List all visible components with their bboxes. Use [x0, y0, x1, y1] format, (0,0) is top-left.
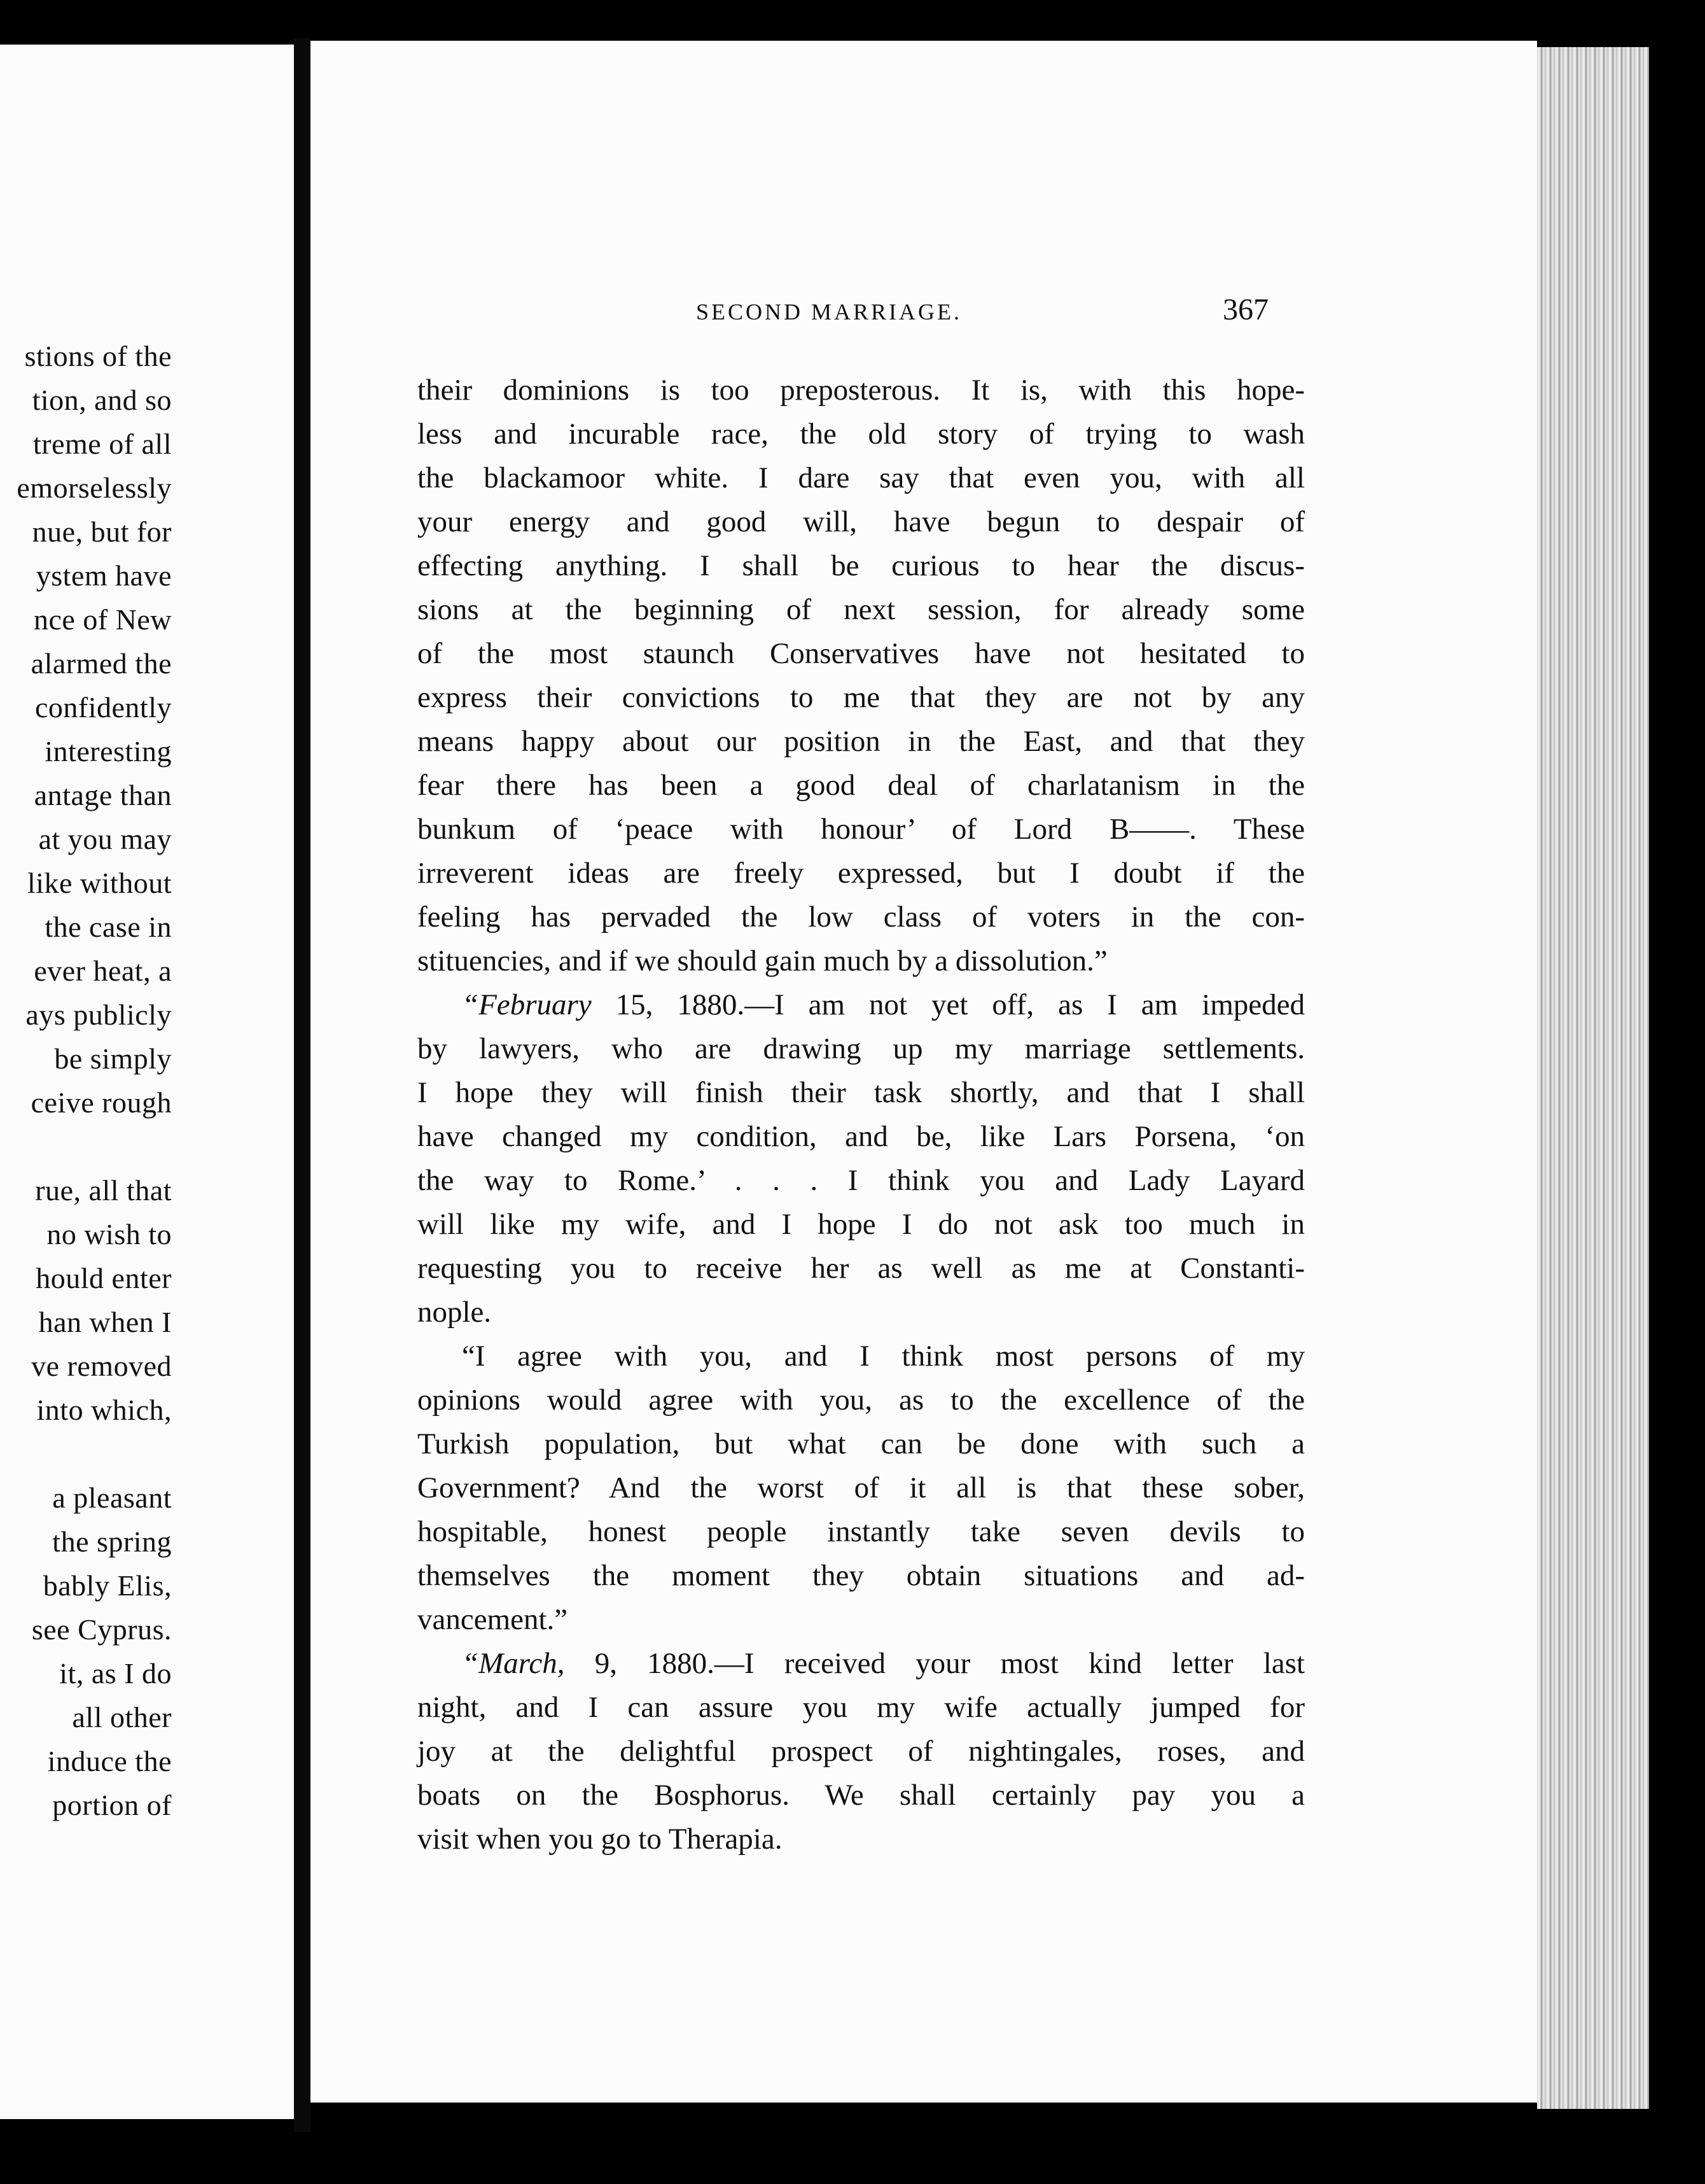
left-line: emorselessly — [17, 472, 172, 504]
text-line: opinions would agree with you, as to the excellence of the — [417, 1383, 1305, 1417]
text-line: the way to Rome.’ . . . I think you and Lady Layard — [417, 1164, 1305, 1197]
text-line: the blackamoor white. I dare say that even you, with all — [417, 461, 1305, 494]
text-line: visit when you go to Therapia. — [417, 1823, 783, 1856]
text-line: themselves the moment they obtain situations and ad- — [417, 1559, 1305, 1592]
text-line: have changed my condition, and be, like Lars Porsena, ‘on — [417, 1120, 1305, 1153]
book-gutter — [294, 38, 310, 2132]
text-line: means happy about our position in the East, and that they — [417, 725, 1305, 758]
left-paragraph-gap — [17, 1432, 172, 1476]
text-line: requesting you to receive her as well as me at Constanti- — [417, 1252, 1305, 1285]
left-line: ever heat, a — [34, 955, 172, 987]
text-line: bunkum of ‘peace with honour’ of Lord B——. These — [417, 813, 1305, 846]
text-line: Government? And the worst of it all is that these sober, — [417, 1471, 1305, 1504]
right-main-page — [310, 41, 1537, 2103]
left-facing-page — [0, 45, 294, 2119]
left-line: confidently — [35, 691, 172, 724]
left-line: treme of all — [32, 428, 172, 460]
text-line: express their convictions to me that they are not by any — [417, 681, 1305, 714]
left-line: rue, all that — [35, 1174, 172, 1207]
book-page-edges — [1537, 47, 1649, 2109]
text-line: “I agree with you, and I think most persons of my — [462, 1340, 1305, 1373]
text-line: night, and I can assure you my wife actually jumped for — [417, 1691, 1305, 1724]
left-line: the case in — [45, 911, 172, 943]
left-line: all other — [72, 1701, 172, 1733]
left-line: ve removed — [31, 1350, 172, 1382]
text-line: effecting anything. I shall be curious to hear the discus- — [417, 549, 1305, 582]
left-line: ystem have — [36, 559, 172, 592]
text-line: your energy and good will, have begun to despair of — [417, 505, 1305, 538]
left-line: interesting — [45, 735, 172, 767]
text-line: Turkish population, but what can be done with such a — [417, 1427, 1305, 1460]
left-line: see Cyprus. — [31, 1613, 172, 1646]
left-line: no wish to — [46, 1218, 172, 1250]
left-line: the spring — [52, 1525, 172, 1558]
left-line: hould enter — [36, 1262, 172, 1294]
left-line: alarmed the — [31, 647, 172, 680]
left-line: induce the — [47, 1745, 172, 1777]
text-line: boats on the Bosphorus. We shall certainly pay you a — [417, 1779, 1305, 1812]
left-line: han when I — [38, 1306, 172, 1338]
text-line: by lawyers, who are drawing up my marriage settlements. — [417, 1032, 1305, 1065]
left-line: a pleasant — [52, 1481, 172, 1514]
left-line: nue, but for — [32, 515, 172, 548]
text-line: stituencies, and if we should gain much by a dissolution.” — [417, 944, 1108, 977]
text-line-dated — [417, 1642, 1305, 1686]
left-line: be simply — [54, 1042, 172, 1075]
running-head: SECOND MARRIAGE. — [696, 299, 963, 325]
date-march: “March, — [462, 1647, 565, 1680]
text-line: feeling has pervaded the low class of voters in the con- — [417, 900, 1305, 934]
text-line: nople. — [417, 1296, 492, 1329]
left-line: at you may — [38, 823, 172, 855]
text-line: irreverent ideas are freely expressed, but I doubt if the — [417, 857, 1305, 890]
left-line: into which, — [36, 1394, 172, 1426]
main-text-block — [417, 368, 1305, 1861]
text-line: their dominions is too preposterous. It is, with this hope- — [417, 374, 1305, 407]
left-line: it, as I do — [59, 1657, 172, 1690]
left-line: nce of New — [33, 603, 172, 636]
text-line: sions at the beginning of next session, for already some — [417, 593, 1305, 626]
text-line: fear there has been a good deal of charlatanism in the — [417, 769, 1305, 802]
text-line-rest: 9, 1880.—I received your most kind letter last — [594, 1647, 1305, 1680]
left-line: tion, and so — [32, 384, 172, 416]
text-line-dated — [417, 983, 1305, 1027]
left-line: bably Elis, — [43, 1569, 172, 1602]
page-number: 367 — [1223, 293, 1269, 326]
text-line: I hope they will finish their task shortly, and that I shall — [417, 1076, 1305, 1109]
left-line: like without — [27, 867, 172, 899]
text-line: of the most staunch Conservatives have not hesitated to — [417, 637, 1305, 670]
text-line: less and incurable race, the old story of trying to wash — [417, 417, 1305, 451]
left-line: antage than — [34, 779, 172, 811]
left-line: stions of the — [24, 340, 172, 372]
text-line: joy at the delightful prospect of nightingales, roses, and — [417, 1735, 1305, 1768]
left-line: portion of — [52, 1789, 172, 1821]
text-line: hospitable, honest people instantly take seven devils to — [417, 1515, 1305, 1548]
text-line: will like my wife, and I hope I do not ask too much in — [417, 1208, 1305, 1241]
left-page-text — [17, 334, 172, 1827]
text-line: vancement.” — [417, 1603, 568, 1636]
text-line-rest: 15, 1880.—I am not yet off, as I am impeded — [615, 988, 1305, 1021]
left-line: ays publicly — [25, 998, 172, 1031]
date-february: “February — [462, 988, 592, 1021]
left-line: ceive rough — [31, 1086, 172, 1119]
left-paragraph-gap — [17, 1124, 172, 1168]
